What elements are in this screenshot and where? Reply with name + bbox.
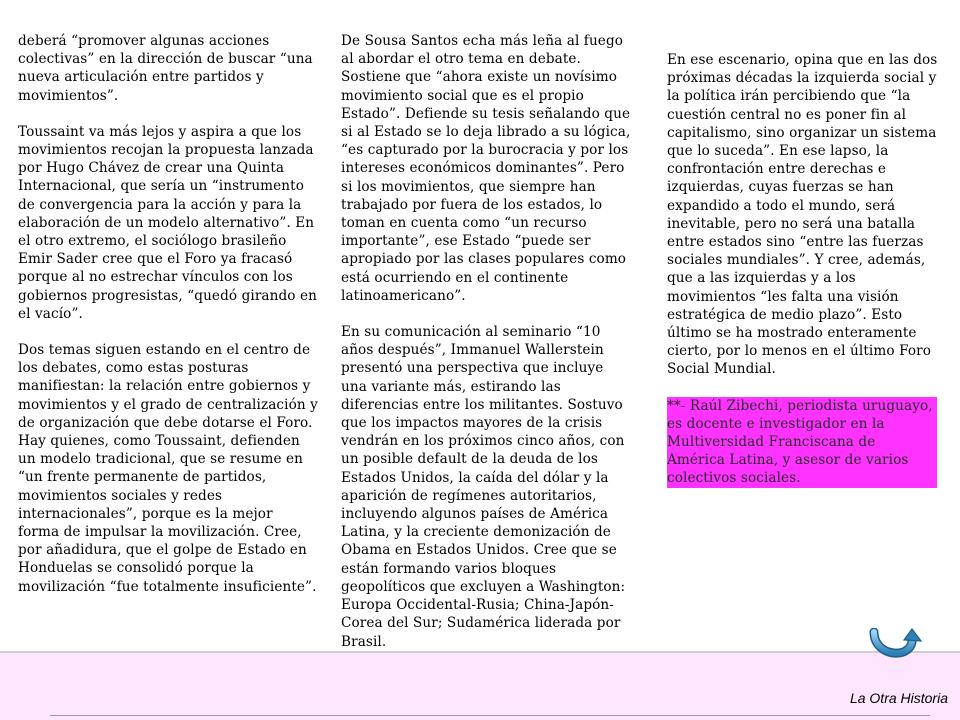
paragraph: De Sousa Santos echa más leña al fuego al abordar el otro tema en debate. Sostiene que “ahora existe un novísimo movimiento social que es el propio Estado”. Defiende su tesis señalando que si al Estado se lo deja librado a su lógica, “es capturado por la burocracia y por los intereses económicos dominantes”. Pero si los movimientos, que siempre han trabajado por fuera de los estados, lo toman en cuenta como “un recurso importante”, ese Estado “puede ser apropiado por las clases populares como está ocurriendo en el continente latinoamericano”. (341, 33, 631, 304)
u-turn-arrow-icon[interactable] (868, 628, 926, 662)
footer-title: La Otra Historia (849, 690, 948, 706)
paragraph: deberá “promover algunas acciones colectivas” en la dirección de buscar “una nueva articulación entre partidos y movimientos”. (18, 33, 313, 104)
author-note: **- Raúl Zibechi, periodista uruguayo, es docente e investigador en la Multiversidad Franciscana de América Latina, y asesor de varios colectivos sociales. (667, 397, 937, 488)
text-column-1 (18, 32, 318, 614)
paragraph: Toussaint va más lejos y aspira a que los movimientos recojan la propuesta lanzada por Hugo Chávez de crear una Quinta Internacional, que sería un “instrumento de convergencia para la acción y para la elaboración de un modelo alternativo”. En el otro extremo, el sociólogo brasileño Emir Sader cree que el Foro ya fracasó porque al no estrechar vínculos con los gobiernos progresistas, “quedó girando en el vacío”. (18, 123, 318, 322)
text-column-2 (341, 32, 631, 669)
paragraph: En ese escenario, opina que en las dos próximas décadas la izquierda social y la política irán percibiendo que “la cuestión central no es poner fin al capitalismo, sino organizar un sistema que lo suceda”. En ese lapso, la confrontación entre derechas e izquierdas, cuyas fuerzas se han expandido a todo el mundo, será inevitable, pero no será una batalla entre estados sino “entre las fuerzas sociales mundiales”. Y cree, además, que a las izquierdas y a los movimientos “les falta una visión estratégica de medio plazo”. Esto último se ha mostrado enteramente cierto, por lo menos en el último Foro Social Mundial. (667, 52, 938, 378)
paragraph: En su comunicación al seminario “10 años después”, Immanuel Wallerstein presentó una perspectiva que incluye una variante más, estirando las diferencias entre los militantes. Sostuvo que los impactos mayores de la crisis vendrán en los próximos cinco años, con un posible default de la deuda de los Estados Unidos, la caída del dólar y la aparición de regímenes autoritarios, incluyendo algunos países de América Latina, y la creciente demonización de Obama en Estados Unidos. Cree que se están formando varios bloques geopolíticos que excluyen a Washington: Europa Occidental-Rusia; China-Japón-Corea del Sur; Sudamérica liderada por Brasil. (341, 324, 626, 650)
text-column-3 (667, 51, 942, 488)
footer-bar (0, 653, 960, 720)
footer-rule (50, 715, 930, 716)
paragraph: Dos temas siguen estando en el centro de los debates, como estas posturas manifiestan: la relación entre gobiernos y movimientos y el grado de centralización y de organización que debe dotarse el Foro. Hay quienes, como Toussaint, defienden un modelo tradicional, que se resume en “un frente permanente de partidos, movimientos sociales y redes internacionales”, porque es la mejor forma de impulsar la movilización. Cree, por añadidura, que el golpe de Estado en Honduelas se consolidó porque la movilización “fue totalmente insuficiente”. (18, 342, 318, 595)
